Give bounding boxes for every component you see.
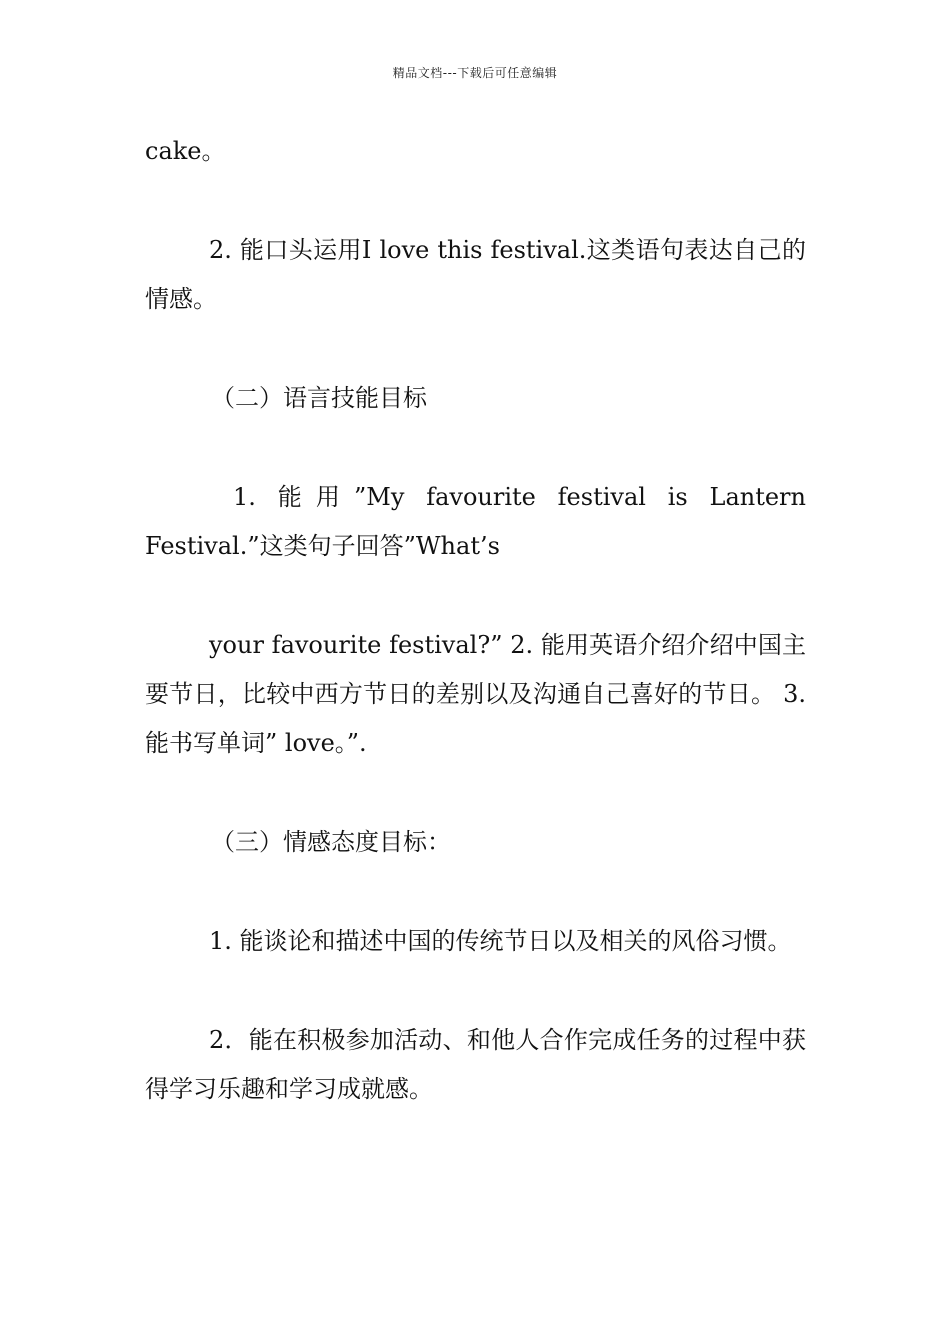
paragraph-love-festival: 2. 能口头运用I love this festival.这类语句表达自己的情感。: [145, 236, 806, 313]
section-heading-language-skills: （二）语言技能目标: [211, 384, 427, 412]
paragraph-cooperation: 2．能在积极参加活动、和他人合作完成任务的过程中获得学习乐趣和学习成就感。: [145, 1026, 806, 1103]
paragraph-introduce-festivals: your favourite festival?” 2. 能用英语介绍介绍中国主要节日，比较中西方节日的差别以及沟通自己喜好的节日。 3. 能书写单词” love。”.: [145, 631, 806, 757]
paragraph-favourite-festival-line1: 1. 能用”My favourite festival is Lantern: [233, 483, 806, 511]
section-heading-emotional-attitude: （三）情感态度目标：: [211, 828, 451, 856]
page-header: 精品文档---下载后可任意编辑: [392, 66, 558, 80]
paragraph-favourite-festival-line2: Festival.”这类句子回答”What’s: [145, 532, 500, 560]
paragraph-cake: cake。: [145, 137, 226, 165]
document-body: [145, 127, 806, 1114]
paragraph-traditional-festivals: 1. 能谈论和描述中国的传统节日以及相关的风俗习惯。: [209, 927, 792, 955]
